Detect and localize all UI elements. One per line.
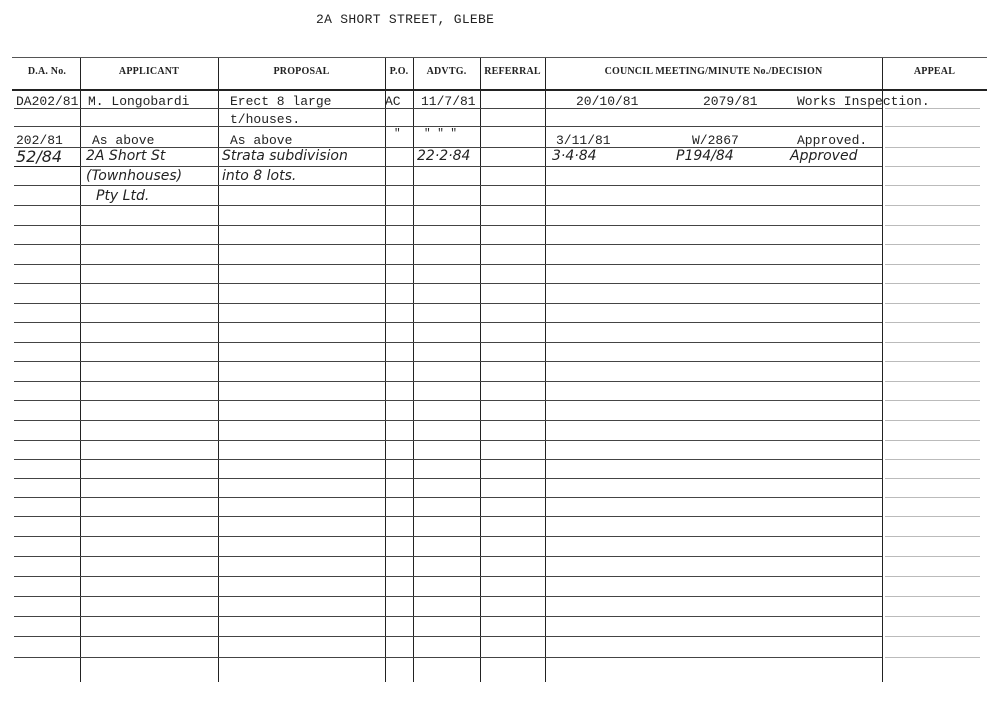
row-rule-appeal — [885, 147, 980, 148]
row-rule-appeal — [885, 596, 980, 597]
decision-text: Approved. — [797, 133, 868, 148]
column-divider — [480, 58, 481, 682]
row-rule-appeal — [885, 556, 980, 557]
minute-number: W/2867 — [692, 133, 739, 148]
meeting-date: 20/10/81 — [576, 94, 639, 109]
column-divider — [80, 58, 81, 682]
row-rule — [14, 576, 882, 577]
row-rule-appeal — [885, 657, 980, 658]
row-rule-appeal — [885, 361, 980, 362]
page-title: 2A SHORT STREET, GLEBE — [316, 12, 495, 27]
row-rule — [14, 303, 882, 304]
row-rule-appeal — [885, 283, 980, 284]
row-rule — [14, 459, 882, 460]
decision-text: Approved — [790, 148, 858, 164]
row-rule-appeal — [885, 381, 980, 382]
row-rule-appeal — [885, 459, 980, 460]
applicant-name: (Townhouses) — [86, 168, 183, 184]
row-rule-appeal — [885, 497, 980, 498]
row-rule-appeal — [885, 400, 980, 401]
row-rule — [14, 657, 882, 658]
row-rule — [14, 440, 882, 441]
row-rule — [14, 497, 882, 498]
proposal-text: As above — [230, 133, 293, 148]
row-rule-appeal — [885, 576, 980, 577]
column-divider — [218, 58, 219, 682]
column-header-po: P.O. — [389, 66, 409, 77]
meeting-date: 3/11/81 — [556, 133, 611, 148]
row-rule — [14, 361, 882, 362]
advertising-date: 11/7/81 — [421, 94, 476, 109]
row-rule — [14, 636, 882, 637]
header-top-rule — [12, 57, 987, 58]
column-header-referral: REFERRAL — [484, 66, 541, 77]
po-code: AC — [385, 94, 401, 109]
column-divider — [545, 58, 546, 682]
proposal-text: Strata subdivision — [222, 148, 348, 164]
column-header-council-meeting: COUNCIL MEETING/MINUTE No./DECISION — [604, 66, 823, 77]
row-rule — [14, 342, 882, 343]
row-rule-appeal — [885, 636, 980, 637]
row-rule — [14, 556, 882, 557]
row-rule — [14, 283, 882, 284]
row-rule — [14, 420, 882, 421]
applicant-name: As above — [92, 133, 155, 148]
da-number: DA202/81 — [16, 94, 79, 109]
row-rule-appeal — [885, 126, 980, 127]
row-rule — [14, 478, 882, 479]
column-header-proposal: PROPOSAL — [273, 66, 330, 77]
header-bottom-rule — [12, 89, 987, 91]
decision-text: Works Inspection. — [797, 94, 930, 109]
advertising-date: 22·2·84 — [417, 148, 471, 164]
row-rule — [14, 616, 882, 617]
column-divider — [882, 58, 883, 682]
row-rule-appeal — [885, 205, 980, 206]
row-rule-appeal — [885, 303, 980, 304]
proposal-text: into 8 lots. — [222, 168, 297, 184]
row-rule — [14, 264, 882, 265]
column-header-applicant: APPLICANT — [118, 66, 180, 77]
row-rule — [14, 225, 882, 226]
row-rule — [14, 205, 882, 206]
column-header-appeal: APPEAL — [913, 66, 956, 77]
row-rule — [14, 596, 882, 597]
row-rule-appeal — [885, 264, 980, 265]
meeting-date: 3·4·84 — [552, 148, 597, 164]
row-rule-appeal — [885, 478, 980, 479]
minute-number: P194/84 — [676, 148, 734, 164]
row-rule-appeal — [885, 536, 980, 537]
column-divider — [413, 58, 414, 682]
da-number-underline — [14, 166, 80, 167]
row-rule — [14, 166, 882, 167]
row-rule — [14, 400, 882, 401]
da-number: 52/84 — [16, 147, 63, 166]
row-rule — [14, 185, 882, 186]
proposal-text: t/houses. — [230, 112, 301, 127]
proposal-text: Erect 8 large — [230, 94, 332, 109]
row-rule-appeal — [885, 342, 980, 343]
applicant-name: Pty Ltd. — [96, 188, 150, 204]
po-code: " — [394, 128, 401, 140]
da-number: 202/81 — [16, 133, 63, 148]
column-header-da-no: D.A. No. — [27, 66, 67, 77]
row-rule — [14, 516, 882, 517]
minute-number: 2079/81 — [703, 94, 758, 109]
row-rule — [14, 381, 882, 382]
applicant-name: M. Longobardi — [88, 94, 190, 109]
applicant-name: 2A Short St — [86, 148, 166, 164]
row-rule-appeal — [885, 516, 980, 517]
row-rule-appeal — [885, 322, 980, 323]
row-rule-appeal — [885, 225, 980, 226]
row-rule-appeal — [885, 244, 980, 245]
row-rule-appeal — [885, 616, 980, 617]
column-divider — [385, 58, 386, 682]
row-rule-appeal — [885, 185, 980, 186]
advertising-date: " " " — [424, 128, 458, 140]
row-rule — [14, 126, 882, 127]
row-rule-appeal — [885, 440, 980, 441]
row-rule — [14, 244, 882, 245]
row-rule — [14, 322, 882, 323]
row-rule-appeal — [885, 420, 980, 421]
row-rule — [14, 536, 882, 537]
row-rule-appeal — [885, 166, 980, 167]
column-header-advtg: ADVTG. — [426, 66, 467, 77]
